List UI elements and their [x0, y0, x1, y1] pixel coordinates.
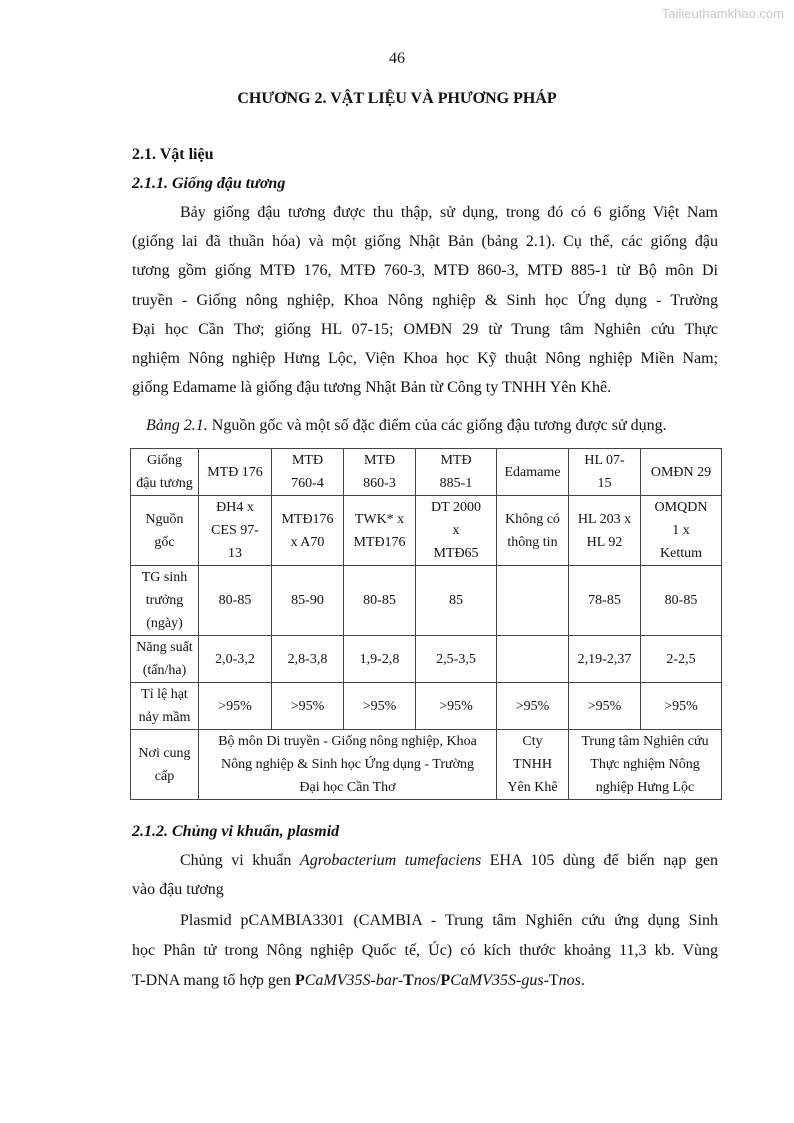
table-cell: Nơi cung cấp	[131, 730, 199, 800]
table-cell: 2,5-3,5	[416, 636, 497, 683]
table-cell: HL 203 x HL 92	[569, 496, 641, 566]
table-cell: 78-85	[569, 566, 641, 636]
paragraph-line: Đại học Cần Thơ; giống HL 07-15; OMĐN 29 từ Trung tâm Nghiên cứu Thực	[132, 321, 718, 338]
table-cell	[497, 566, 569, 636]
paragraph-line: Chủng vi khuẩn Agrobacterium tumefaciens EHA 105 dùng để biến nạp gen	[180, 852, 719, 869]
table-cell: TG sinh trưởng (ngày)	[131, 566, 199, 636]
table-cell: 2,8-3,8	[272, 636, 344, 683]
paragraph-line: nghiệm Nông nghiệp Hưng Lộc, Viện Khoa học Kỹ thuật Nông nghiệp Miền Nam;	[132, 350, 718, 367]
table-cell: 80-85	[641, 566, 722, 636]
table-cell: Bộ môn Di truyền - Giống nông nghiệp, Khoa Nông nghiệp & Sinh học Ứng dụng - Trường Đại học Cần Thơ	[199, 730, 497, 800]
section-heading-2-1-2: 2.1.2. Chủng vi khuẩn, plasmid	[132, 823, 340, 840]
section-heading-2-1: 2.1. Vật liệu	[132, 146, 214, 163]
table-caption	[146, 417, 667, 435]
table-cell: 80-85	[199, 566, 272, 636]
table-row	[131, 730, 722, 800]
table-cell: 2,0-3,2	[199, 636, 272, 683]
page-number: 46	[389, 50, 405, 67]
table-cell: >95%	[272, 683, 344, 730]
table-cell: Tỉ lệ hạt nảy mầm	[131, 683, 199, 730]
table-cell: DT 2000 x MTĐ65	[416, 496, 497, 566]
caption-label: Bảng 2.1.	[146, 417, 208, 434]
table-cell: >95%	[344, 683, 416, 730]
paragraph-line: tương gồm giống MTĐ 176, MTĐ 760-3, MTĐ 860-3, MTĐ 885-1 từ Bộ môn Di	[132, 262, 718, 279]
table-cell: 2-2,5	[641, 636, 722, 683]
table-cell: Nguồn gốc	[131, 496, 199, 566]
table-cell: >95%	[497, 683, 569, 730]
table-cell: MTĐ 176	[199, 449, 272, 496]
table-cell: 1,9-2,8	[344, 636, 416, 683]
paragraph-line: vào đậu tương	[132, 881, 224, 898]
paragraph-line: truyền - Giống nông nghiệp, Khoa Nông nghiệp & Sinh học Ứng dụng - Trường	[132, 292, 718, 309]
watermark: Tailieuthamkhao.com	[661, 6, 784, 21]
table-cell: >95%	[641, 683, 722, 730]
paragraph-line: T-DNA mang tổ hợp gen PCaMV35S-bar-Tnos/PCaMV35S-gus-Tnos.	[132, 972, 585, 989]
chapter-title: CHƯƠNG 2. VẬT LIỆU VÀ PHƯƠNG PHÁP	[237, 90, 557, 107]
table-cell: OMQDN 1 x Kettum	[641, 496, 722, 566]
table-row	[131, 636, 722, 683]
table-cell: >95%	[199, 683, 272, 730]
caption-text: Nguồn gốc và một số đặc điểm của các giống đậu tương được sử dụng.	[207, 417, 667, 434]
table-row	[131, 683, 722, 730]
paragraph-line: (giống lai đã thuần hóa) và một giống Nhật Bản (bảng 2.1). Cụ thể, các giống đậu	[132, 233, 718, 250]
table-cell: Năng suất (tấn/ha)	[131, 636, 199, 683]
paragraph-line: Plasmid pCAMBIA3301 (CAMBIA - Trung tâm Nghiên cứu ứng dụng Sinh	[180, 912, 718, 929]
table-cell: 85-90	[272, 566, 344, 636]
table-cell: 80-85	[344, 566, 416, 636]
table-cell: OMĐN 29	[641, 449, 722, 496]
table-cell	[497, 636, 569, 683]
table-cell: MTĐ 860-3	[344, 449, 416, 496]
table-cell: Không có thông tin	[497, 496, 569, 566]
table-row	[131, 566, 722, 636]
table-cell: TWK* x MTĐ176	[344, 496, 416, 566]
paragraph-line: học Phân tử trong Nông nghiệp Quốc tế, Úc) có kích thước khoảng 11,3 kb. Vùng	[132, 942, 718, 959]
table-row	[131, 449, 722, 496]
table-cell: >95%	[416, 683, 497, 730]
table-cell: Giống đậu tương	[131, 449, 199, 496]
table-cell: Edamame	[497, 449, 569, 496]
soybean-varieties-table	[130, 448, 722, 800]
table-cell: MTĐ176 x A70	[272, 496, 344, 566]
table-cell: Cty TNHH Yên Khê	[497, 730, 569, 800]
table-cell: 2,19-2,37	[569, 636, 641, 683]
table-cell: MTĐ 885-1	[416, 449, 497, 496]
paragraph-line: Bảy giống đậu tương được thu thập, sử dụng, trong đó có 6 giống Việt Nam	[180, 204, 718, 221]
table-cell: HL 07- 15	[569, 449, 641, 496]
paragraph-line: giống Edamame là giống đậu tương Nhật Bản từ Công ty TNHH Yên Khê.	[132, 379, 612, 396]
table-cell: >95%	[569, 683, 641, 730]
table-cell: Trung tâm Nghiên cứu Thực nghiệm Nông nghiệp Hưng Lộc	[569, 730, 722, 800]
table-row	[131, 496, 722, 566]
table-cell: MTĐ 760-4	[272, 449, 344, 496]
section-heading-2-1-1: 2.1.1. Giống đậu tương	[132, 175, 286, 192]
table-cell: 85	[416, 566, 497, 636]
table-cell: ĐH4 x CES 97- 13	[199, 496, 272, 566]
